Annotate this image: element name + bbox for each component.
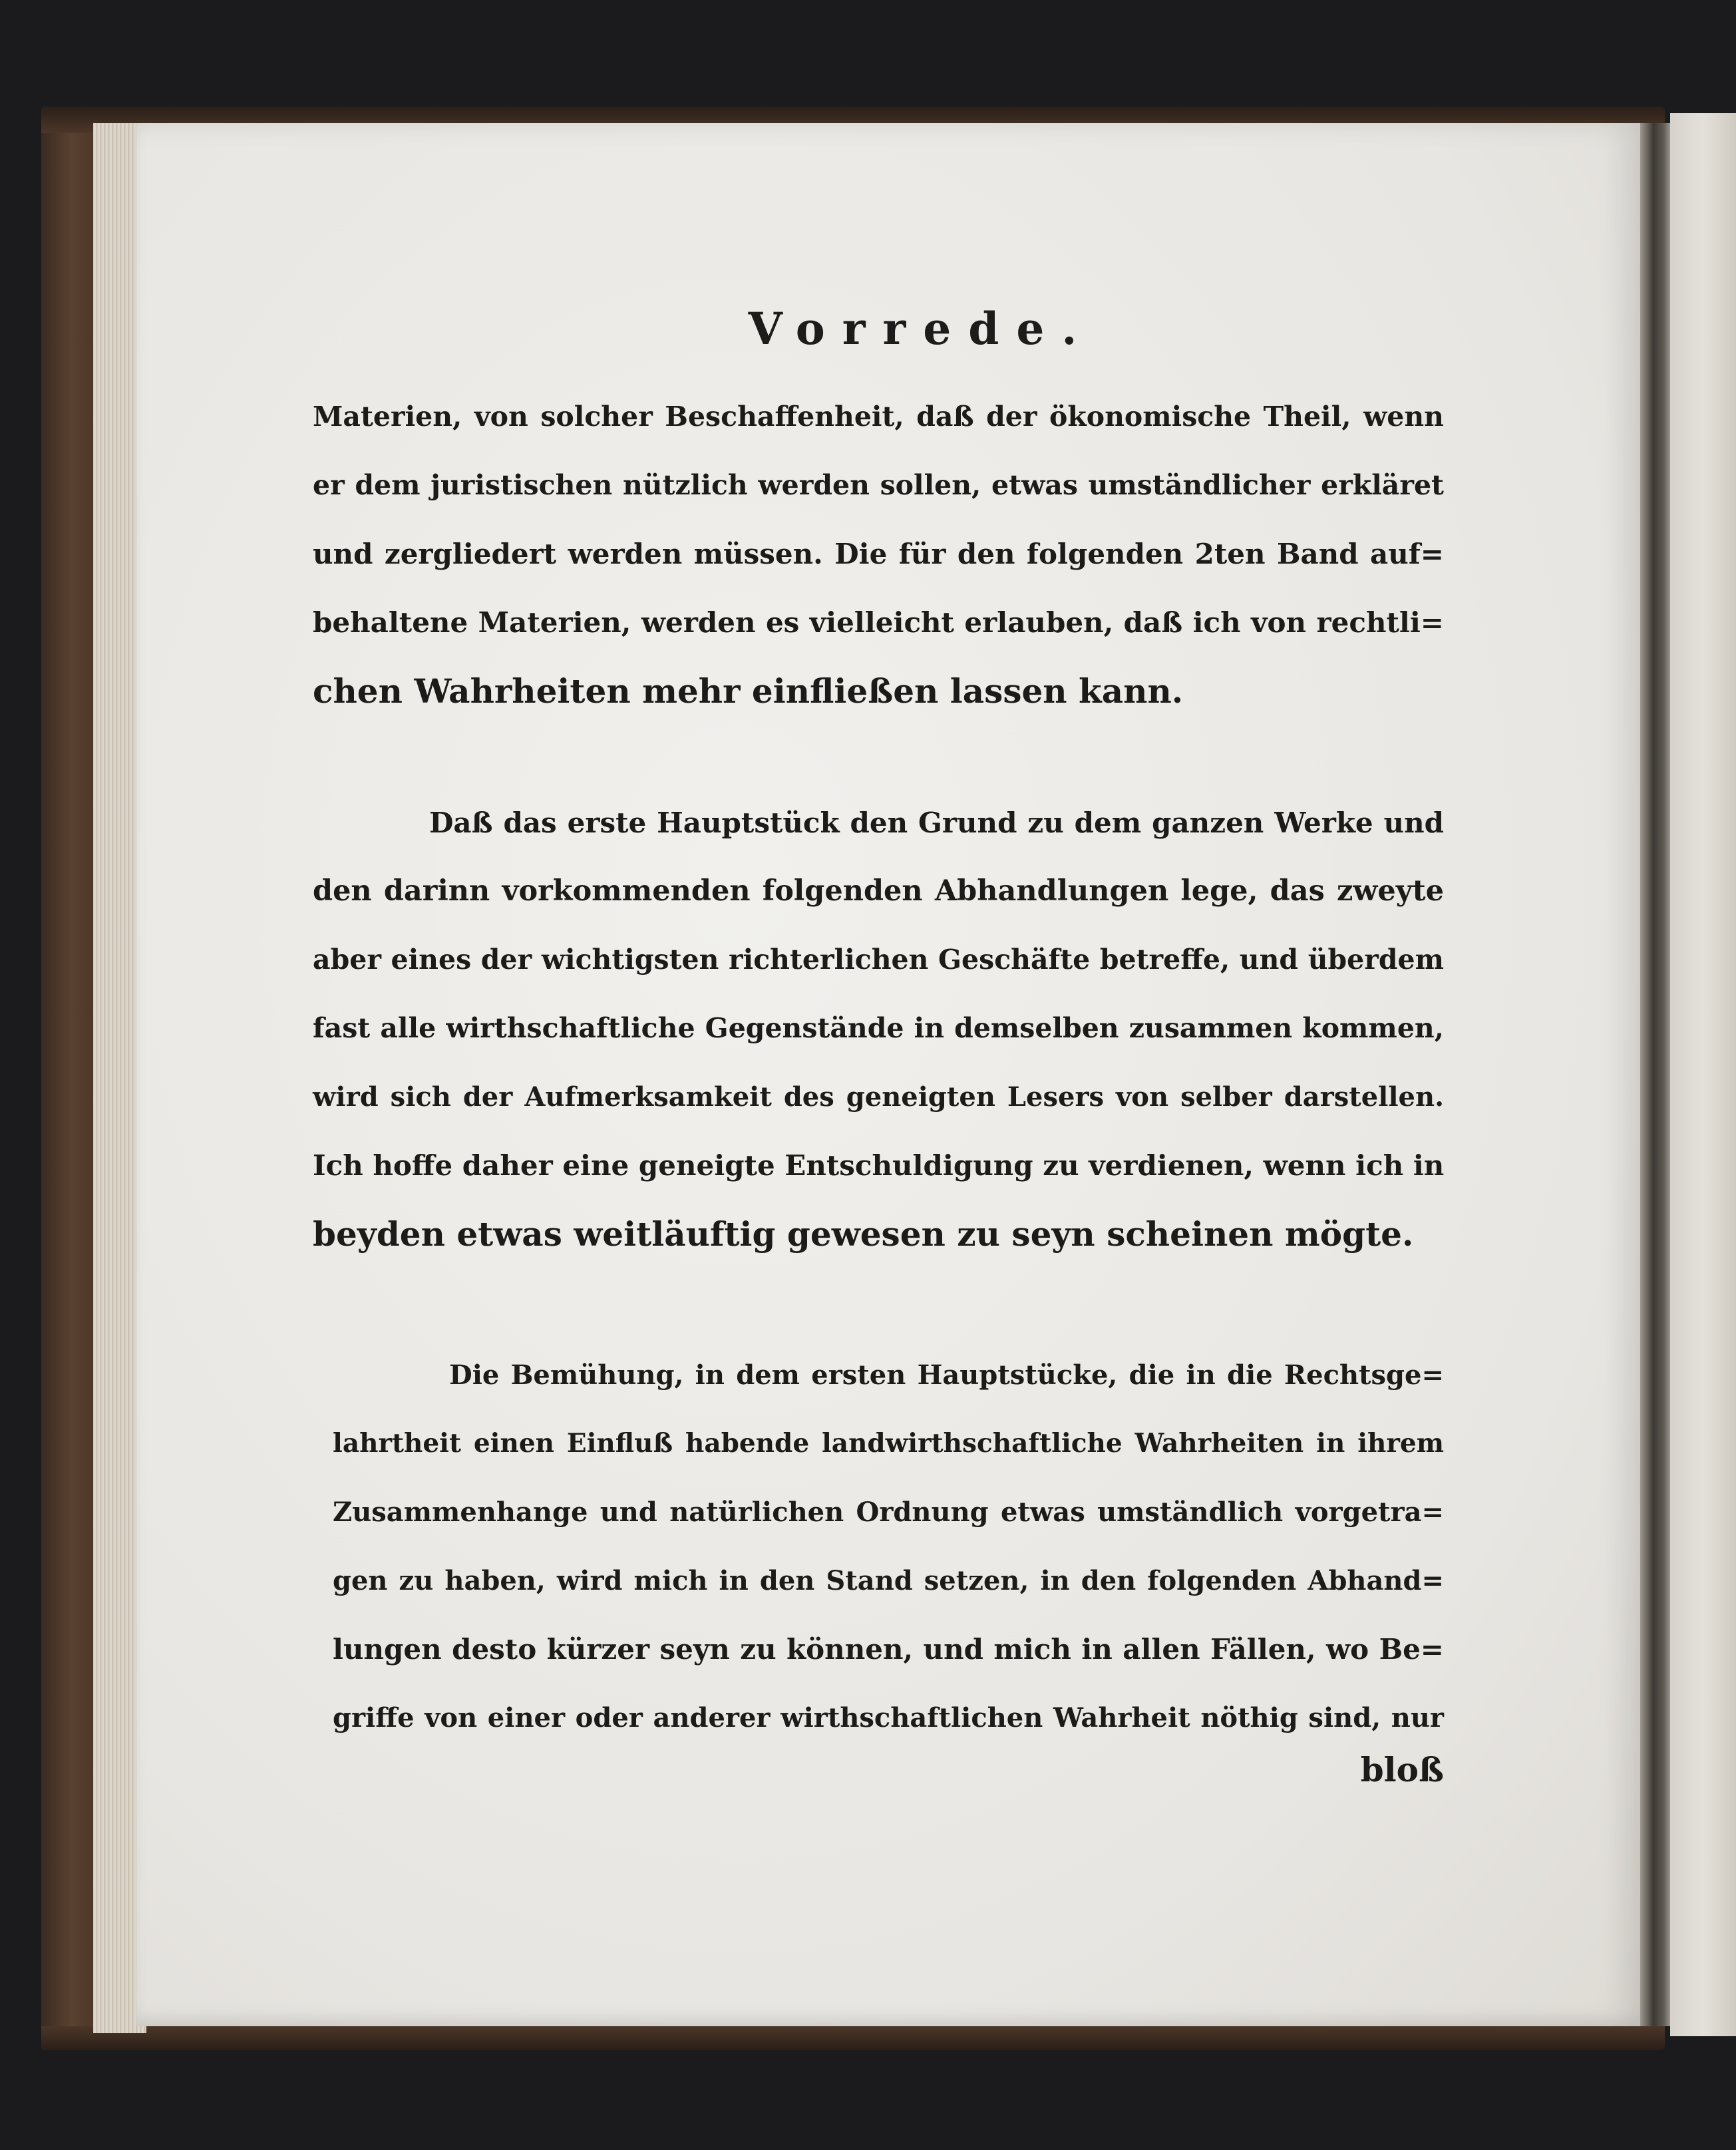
paragraph-3 <box>333 1341 1444 1752</box>
page-heading: Vorrede. <box>748 303 1095 355</box>
book-cover-bottom-edge <box>41 2026 1665 2050</box>
text-line: wird sich der Aufmerksamkeit des geneigten Lesers von selber darstellen. <box>313 1081 1444 1113</box>
text-line: lahrtheit einen Einfluß habende landwirthschaftliche Wahrheiten in ihrem <box>333 1428 1444 1459</box>
text-line: gen zu haben, wird mich in den Stand setzen, in den folgenden Abhand= <box>333 1565 1444 1596</box>
text-line: den darinn vorkommenden folgenden Abhandlungen lege, das zweyte <box>313 874 1444 908</box>
catchword: bloß <box>1360 1750 1444 1789</box>
text-line: Die Bemühung, in dem ersten Hauptstücke, die in die Rechtsge= <box>449 1359 1444 1391</box>
text-line: Materien, von solcher Beschaffenheit, daß der ökonomische Theil, wenn <box>313 401 1444 433</box>
text-line: und zergliedert werden müssen. Die für den folgenden 2ten Band auf= <box>313 538 1444 570</box>
paragraph-1 <box>313 383 1444 725</box>
text-line: chen Wahrheiten mehr einfließen lassen kann. <box>313 671 1184 711</box>
text-line: aber eines der wichtigsten richterlichen Geschäfte betreffe, und überdem <box>313 944 1444 976</box>
text-line: beyden etwas weitläuftig gewesen zu seyn scheinen mögte. <box>313 1214 1414 1254</box>
paragraph-2 <box>313 789 1444 1268</box>
text-line: fast alle wirthschaftliche Gegenstände in demselben zusammen kommen, <box>313 1012 1444 1044</box>
text-line: er dem juristischen nützlich werden sollen, etwas umständlicher erkläret <box>313 469 1444 501</box>
text-line: lungen desto kürzer seyn zu können, und mich in allen Fällen, wo Be= <box>333 1633 1444 1666</box>
text-line: griffe von einer oder anderer wirthschaftlichen Wahrheit nöthig sind, nur <box>333 1702 1444 1733</box>
text-line: behaltene Materien, werden es vielleicht erlauben, daß ich von rechtli= <box>313 606 1444 639</box>
text-line: Zusammenhange und natürlichen Ordnung etwas umständlich vorgetra= <box>333 1497 1444 1528</box>
text-line: Daß das erste Hauptstück den Grund zu dem ganzen Werke und <box>429 806 1444 839</box>
text-line: Ich hoffe daher eine geneigte Entschuldigung zu verdienen, wenn ich in <box>313 1149 1445 1182</box>
facing-page-edge <box>1670 113 1736 2036</box>
book-gutter <box>1640 123 1673 2026</box>
